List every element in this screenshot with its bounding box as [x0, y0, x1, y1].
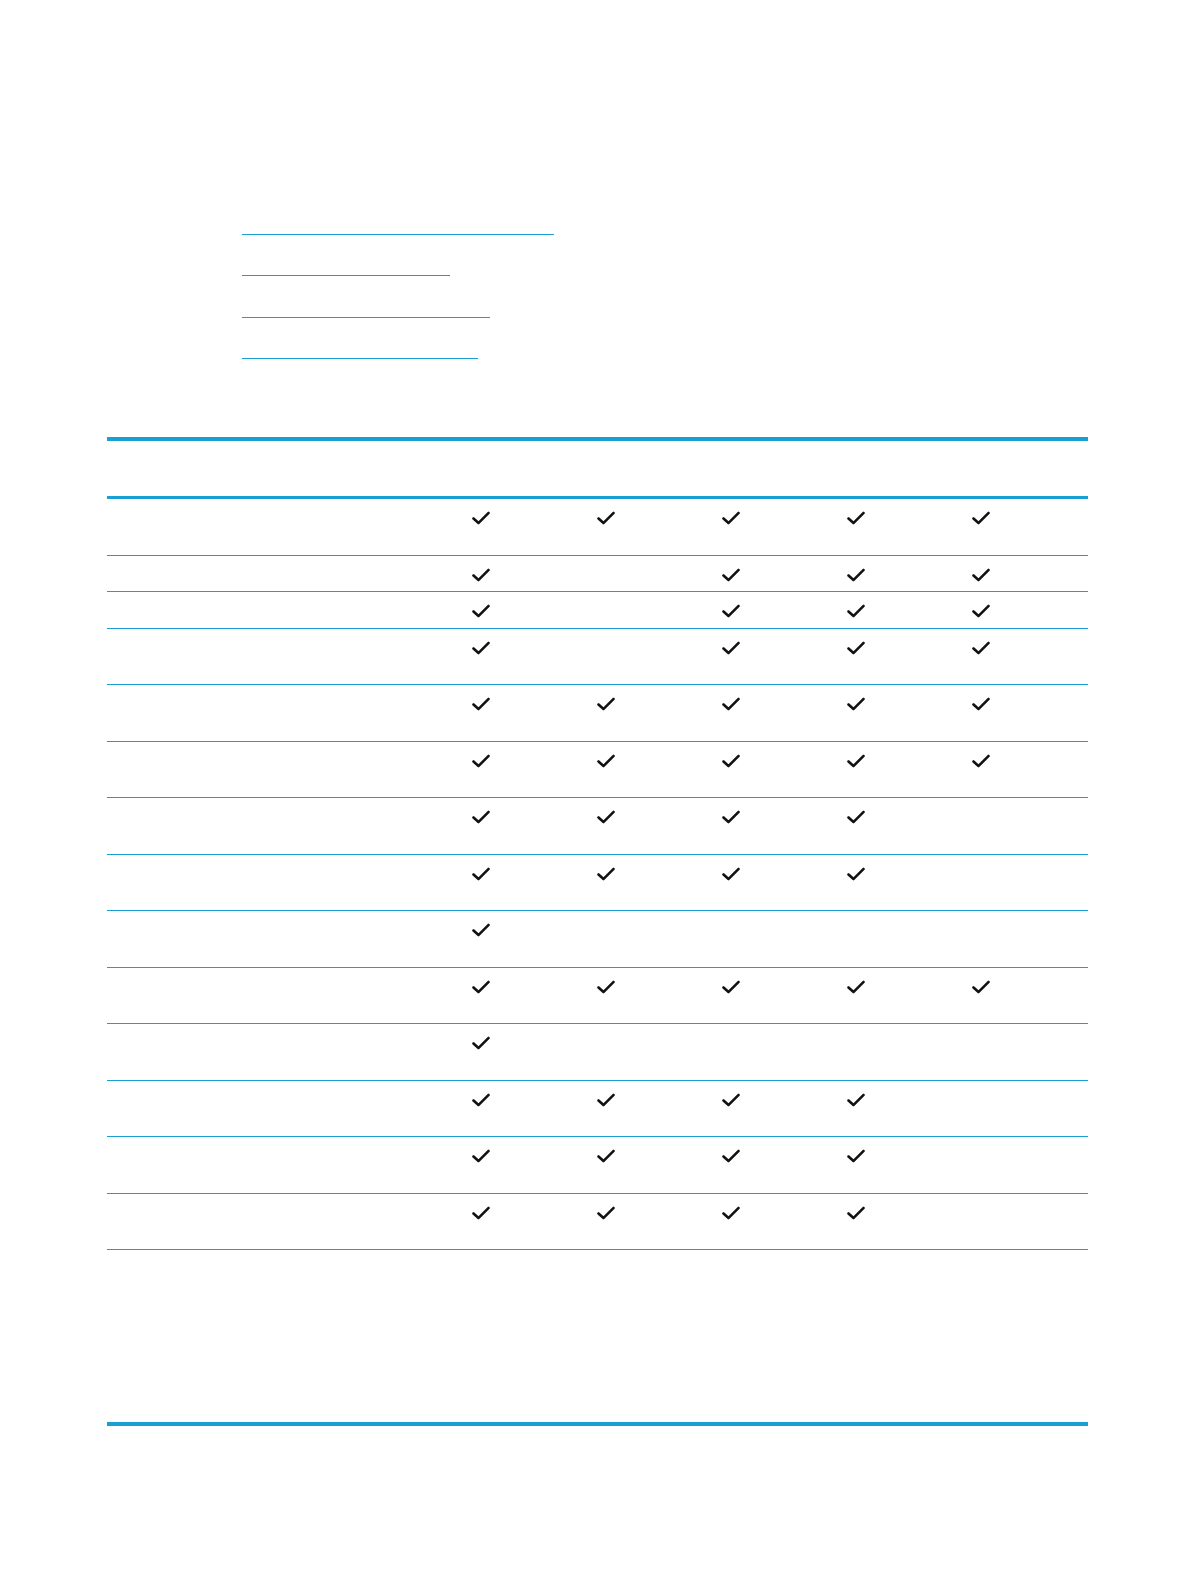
- toc-link-1[interactable]: [242, 232, 554, 235]
- checkmark-icon: [595, 1204, 617, 1222]
- checkmark-icon: [720, 1091, 742, 1109]
- checkmark-icon: [720, 566, 742, 584]
- checkmark-icon: [595, 865, 617, 883]
- table-row: [107, 798, 1088, 855]
- feature-table: [107, 499, 1088, 1250]
- checkmark-icon: [845, 509, 867, 527]
- toc-link-4[interactable]: [242, 356, 478, 359]
- table-top-rule: [107, 437, 1088, 441]
- checkmark-icon: [720, 639, 742, 657]
- checkmark-icon: [595, 808, 617, 826]
- checkmark-icon: [970, 639, 992, 657]
- table-row: [107, 1137, 1088, 1194]
- table-row: [107, 1024, 1088, 1081]
- checkmark-icon: [970, 695, 992, 713]
- checkmark-icon: [595, 509, 617, 527]
- checkmark-icon: [845, 1204, 867, 1222]
- checkmark-icon: [845, 978, 867, 996]
- checkmark-icon: [845, 566, 867, 584]
- checkmark-icon: [720, 602, 742, 620]
- checkmark-icon: [720, 509, 742, 527]
- checkmark-icon: [470, 639, 492, 657]
- checkmark-icon: [595, 1147, 617, 1165]
- table-row: [107, 1194, 1088, 1251]
- checkmark-icon: [970, 752, 992, 770]
- table-row: [107, 911, 1088, 968]
- table-row: [107, 629, 1088, 686]
- checkmark-icon: [470, 865, 492, 883]
- table-row: [107, 556, 1088, 593]
- checkmark-icon: [595, 752, 617, 770]
- checkmark-icon: [470, 921, 492, 939]
- checkmark-icon: [470, 566, 492, 584]
- checkmark-icon: [720, 1204, 742, 1222]
- checkmark-icon: [470, 1091, 492, 1109]
- checkmark-icon: [720, 695, 742, 713]
- checkmark-icon: [845, 865, 867, 883]
- checkmark-icon: [720, 865, 742, 883]
- checkmark-icon: [970, 602, 992, 620]
- checkmark-icon: [470, 752, 492, 770]
- checkmark-icon: [845, 602, 867, 620]
- checkmark-icon: [470, 602, 492, 620]
- table-row: [107, 1081, 1088, 1138]
- toc-link-2[interactable]: [242, 273, 450, 276]
- checkmark-icon: [470, 1204, 492, 1222]
- checkmark-icon: [970, 566, 992, 584]
- checkmark-icon: [845, 808, 867, 826]
- footer-rule: [107, 1422, 1088, 1426]
- checkmark-icon: [720, 752, 742, 770]
- checkmark-icon: [720, 1147, 742, 1165]
- checkmark-icon: [470, 509, 492, 527]
- table-row: [107, 499, 1088, 556]
- checkmark-icon: [720, 808, 742, 826]
- checkmark-icon: [470, 1034, 492, 1052]
- checkmark-icon: [845, 1091, 867, 1109]
- checkmark-icon: [845, 752, 867, 770]
- checkmark-icon: [845, 1147, 867, 1165]
- table-row: [107, 968, 1088, 1025]
- checkmark-icon: [970, 978, 992, 996]
- checkmark-icon: [470, 695, 492, 713]
- checkmark-icon: [595, 1091, 617, 1109]
- checkmark-icon: [970, 509, 992, 527]
- table-row: [107, 855, 1088, 912]
- checkmark-icon: [595, 978, 617, 996]
- table-row: [107, 742, 1088, 799]
- table-row: [107, 592, 1088, 629]
- checkmark-icon: [845, 695, 867, 713]
- checkmark-icon: [470, 1147, 492, 1165]
- checkmark-icon: [595, 695, 617, 713]
- checkmark-icon: [720, 978, 742, 996]
- toc-link-3[interactable]: [242, 315, 490, 318]
- checkmark-icon: [470, 978, 492, 996]
- table-row: [107, 685, 1088, 742]
- checkmark-icon: [470, 808, 492, 826]
- checkmark-icon: [845, 639, 867, 657]
